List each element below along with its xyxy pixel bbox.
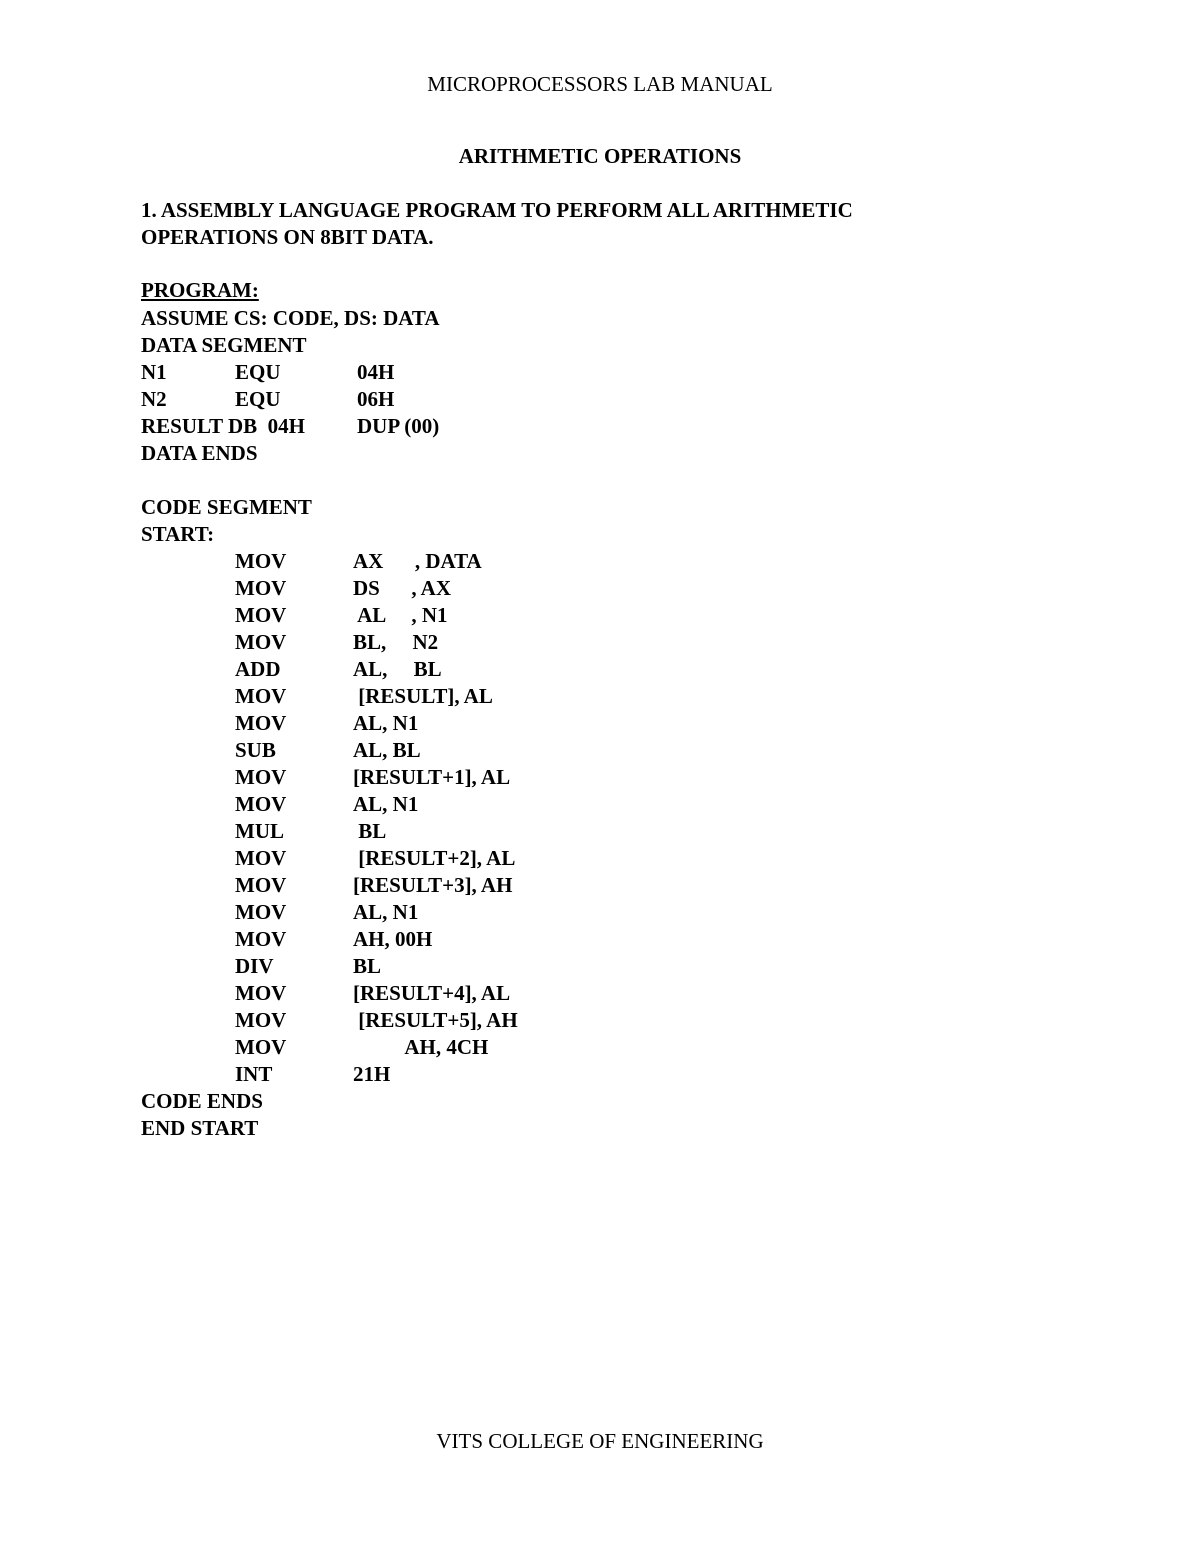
code-mnemonic: MOV (235, 1035, 287, 1059)
code-operands: [RESULT+1], AL (353, 765, 511, 789)
page-footer: VITS COLLEGE OF ENGINEERING (436, 1429, 764, 1453)
code-mnemonic: EQU (235, 360, 281, 384)
code-label: DATA ENDS (141, 441, 258, 465)
code-operands: 06H (357, 387, 395, 411)
code-mnemonic: MOV (235, 900, 287, 924)
code-mnemonic: SUB (235, 738, 276, 762)
code-operands: AH, 4CH (353, 1035, 489, 1059)
problem-statement (141, 197, 1041, 251)
code-operands: [RESULT+3], AH (353, 873, 513, 897)
program-label: PROGRAM: (141, 278, 259, 302)
code-operands: BL, N2 (353, 630, 439, 654)
problem-line-1: 1. ASSEMBLY LANGUAGE PROGRAM TO PERFORM ALL ARITHMETIC (141, 198, 853, 222)
code-operands: BL (353, 954, 382, 978)
code-label: CODE ENDS (141, 1089, 263, 1113)
code-mnemonic: MOV (235, 576, 287, 600)
code-operands: DS , AX (353, 576, 452, 600)
code-mnemonic: MUL (235, 819, 284, 843)
code-operands: AL , N1 (353, 603, 448, 627)
code-operands: AL, BL (353, 657, 442, 681)
code-mnemonic: MOV (235, 927, 287, 951)
code-mnemonic: MOV (235, 630, 287, 654)
code-label: RESULT DB 04H (141, 414, 305, 438)
code-mnemonic: ADD (235, 657, 281, 681)
code-label: DATA SEGMENT (141, 333, 307, 357)
code-mnemonic: MOV (235, 603, 287, 627)
code-operands: [RESULT], AL (353, 684, 493, 708)
code-label: ASSUME CS: CODE, DS: DATA (141, 306, 440, 330)
code-operands: [RESULT+5], AH (353, 1008, 518, 1032)
code-mnemonic: MOV (235, 711, 287, 735)
code-operands: AL, N1 (353, 711, 419, 735)
code-label: END START (141, 1116, 259, 1140)
code-mnemonic: MOV (235, 846, 287, 870)
code-label: CODE SEGMENT (141, 495, 312, 519)
code-operands: DUP (00) (357, 414, 440, 438)
problem-line-2: OPERATIONS ON 8BIT DATA. (141, 225, 434, 249)
code-mnemonic: INT (235, 1062, 273, 1086)
code-mnemonic: MOV (235, 981, 287, 1005)
code-mnemonic: MOV (235, 684, 287, 708)
code-label: START: (141, 522, 215, 546)
code-mnemonic: MOV (235, 1008, 287, 1032)
code-label: N1 (141, 360, 167, 384)
code-mnemonic: MOV (235, 549, 287, 573)
code-operands: [RESULT+4], AL (353, 981, 511, 1005)
code-operands: AL, N1 (353, 900, 419, 924)
section-title: ARITHMETIC OPERATIONS (458, 144, 742, 168)
page-header: MICROPROCESSORS LAB MANUAL (427, 72, 773, 96)
code-mnemonic: EQU (235, 387, 281, 411)
code-operands: AL, N1 (353, 792, 419, 816)
code-operands: AL, BL (353, 738, 421, 762)
code-operands: AX , DATA (353, 549, 482, 573)
code-mnemonic: MOV (235, 792, 287, 816)
code-operands: [RESULT+2], AL (353, 846, 516, 870)
code-operands: AH, 00H (353, 927, 433, 951)
code-mnemonic: MOV (235, 873, 287, 897)
code-operands: 04H (357, 360, 395, 384)
code-label: N2 (141, 387, 167, 411)
code-mnemonic: MOV (235, 765, 287, 789)
code-operands: BL (353, 819, 387, 843)
code-operands: 21H (353, 1062, 391, 1086)
code-mnemonic: DIV (235, 954, 274, 978)
